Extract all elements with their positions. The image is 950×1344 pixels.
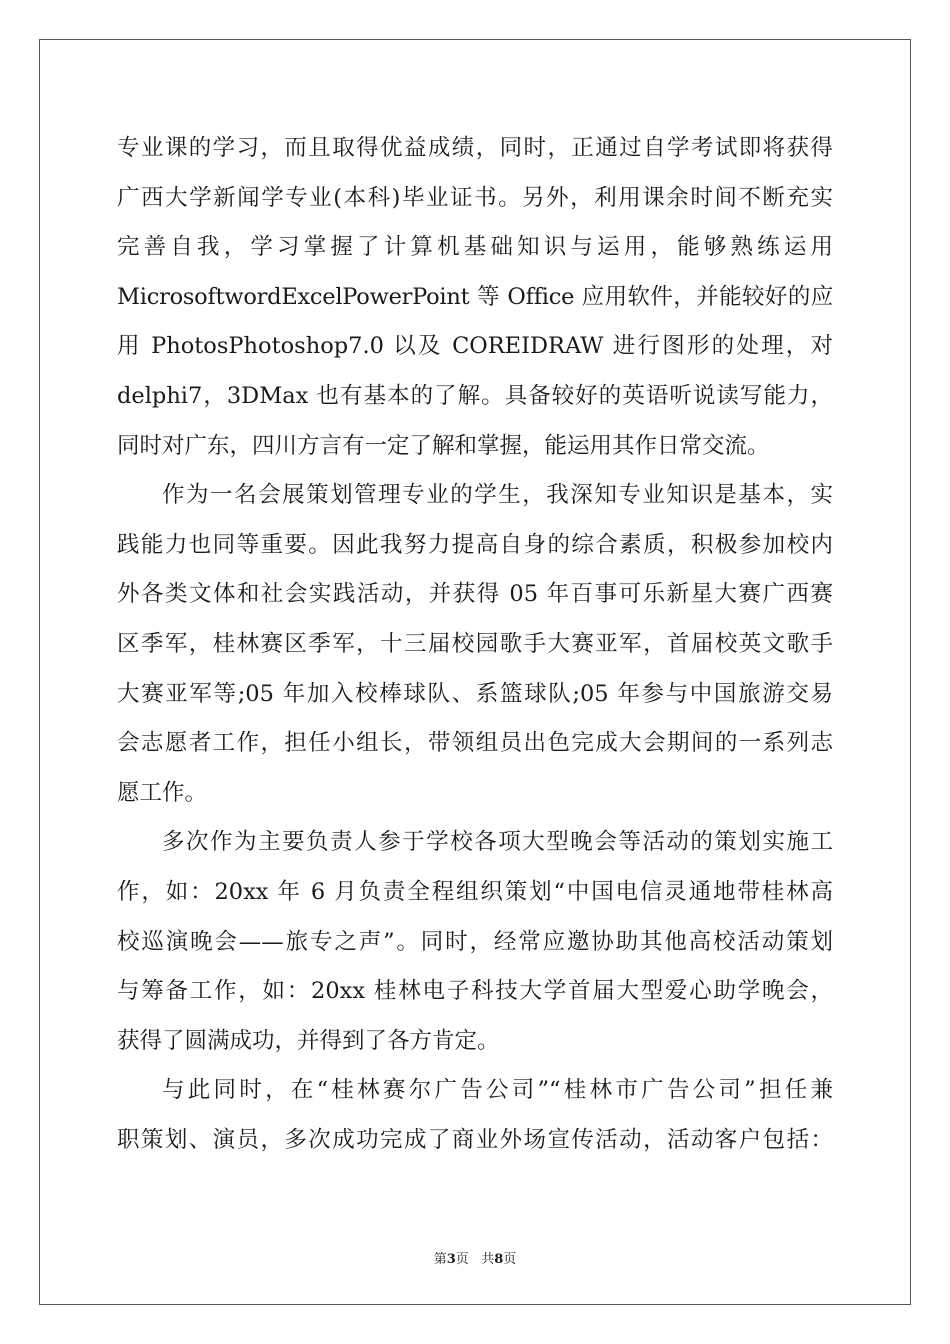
total-pages: 8 <box>494 1252 504 1267</box>
text-line: 用 PhotosPhotoshop7.0 以及 COREIDRAW 进行图形的处理，对 <box>117 333 833 360</box>
text-line: 区季军，桂林赛区季军，十三届校园歌手大赛亚军，首届校英文歌手 <box>117 630 833 657</box>
text-line: 多次作为主要负责人参于学校各项大型晚会等活动的策划实施工 <box>162 829 833 856</box>
total-suffix: 页 <box>503 1252 517 1267</box>
text-line: 同时对广东，四川方言有一定了解和掌握，能运用其作日常交流。 <box>117 432 770 459</box>
text-line: 职策划、演员，多次成功完成了商业外场宣传活动，活动客户包括： <box>117 1126 833 1153</box>
text-line: MicrosoftwordExcelPowerPoint 等 Office 应用软件，并能较好的应 <box>117 283 833 310</box>
text-line: 践能力也同等重要。因此我努力提高自身的综合素质，积极参加校内 <box>117 531 833 558</box>
text-line: 作为一名会展策划管理专业的学生，我深知专业知识是基本，实 <box>162 482 833 509</box>
text-line: delphi7，3DMax 也有基本的了解。具备较好的英语听说读写能力， <box>117 382 833 409</box>
text-line: 校巡演晚会——旅专之声”。同时，经常应邀协助其他高校活动策划 <box>117 928 833 955</box>
document-body <box>117 124 833 1165</box>
page-number: 3 <box>446 1252 456 1267</box>
text-line: 与此同时，在“桂林赛尔广告公司”“桂林市广告公司”担任兼 <box>162 1077 833 1104</box>
page-footer <box>0 1248 950 1267</box>
page-suffix: 页 <box>455 1252 469 1267</box>
page-prefix: 第 <box>433 1252 447 1267</box>
text-line: 完善自我，学习掌握了计算机基础知识与运用，能够熟练运用 <box>117 234 833 261</box>
text-line: 大赛亚军等;05 年加入校棒球队、系篮球队;05 年参与中国旅游交易 <box>117 680 833 707</box>
text-line: 广西大学新闻学专业(本科)毕业证书。另外，利用课余时间不断充实 <box>117 184 833 211</box>
text-line: 作，如：20xx 年 6 月负责全程组织策划“中国电信灵通地带桂林高 <box>117 878 833 905</box>
total-prefix: 共 <box>481 1252 495 1267</box>
text-line: 专业课的学习，而且取得优益成绩，同时，正通过自学考试即将获得 <box>117 135 833 161</box>
text-line: 愿工作。 <box>117 779 208 806</box>
text-line: 获得了圆满成功，并得到了各方肯定。 <box>117 1027 500 1054</box>
text-line: 外各类文体和社会实践活动，并获得 05 年百事可乐新星大赛广西赛 <box>117 581 833 608</box>
text-line: 与筹备工作，如：20xx 桂林电子科技大学首届大型爱心助学晚会， <box>117 978 833 1005</box>
text-line: 会志愿者工作，担任小组长，带领组员出色完成大会期间的一系列志 <box>117 730 833 757</box>
